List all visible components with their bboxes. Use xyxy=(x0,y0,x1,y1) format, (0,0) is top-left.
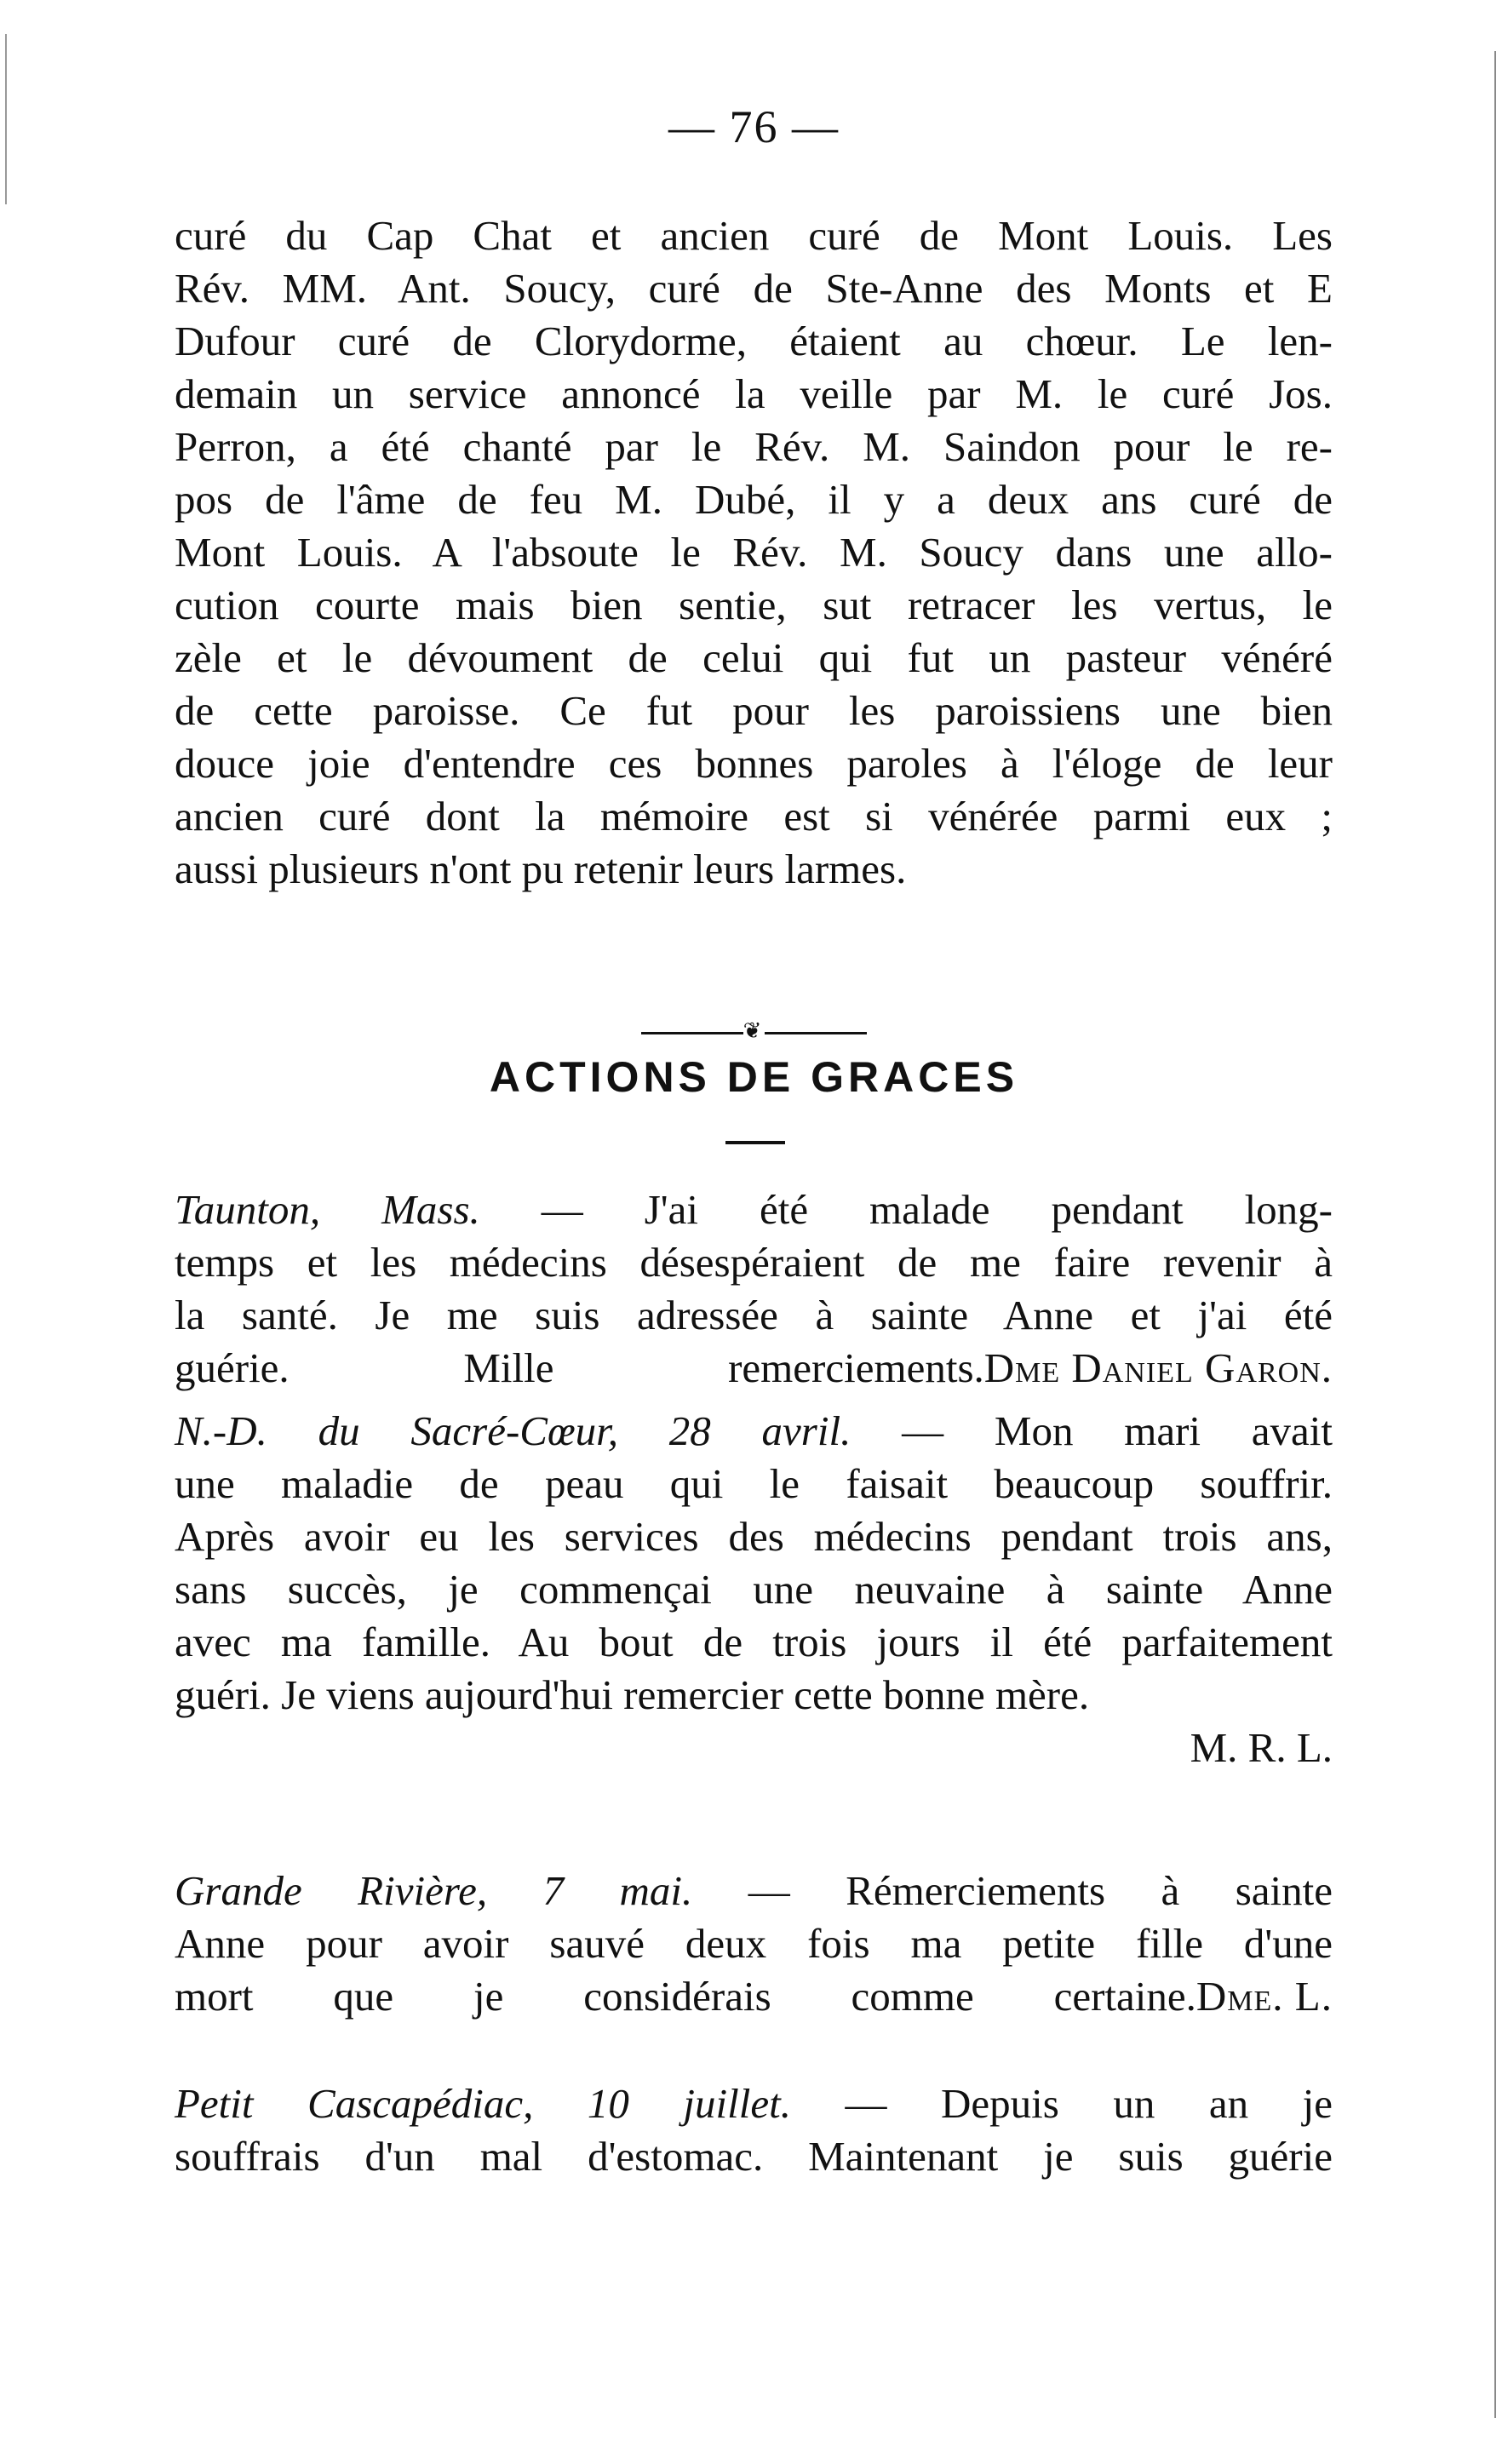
entry-last-line xyxy=(175,1342,1333,1395)
entry-last-line xyxy=(175,1970,1333,2023)
text-line: une maladie de peau qui le faisait beaucoup souffrir. xyxy=(175,1460,1333,1507)
entry-first-line xyxy=(175,1865,1333,1917)
entry-first-line xyxy=(175,2077,1333,2130)
text-line: aussi plusieurs n'ont pu retenir leurs larmes. xyxy=(175,845,907,892)
text-line: souffrais d'un mal d'estomac. Maintenant je suis guérie xyxy=(175,2133,1333,2180)
entry-place: Grande Rivière, 7 mai. xyxy=(175,1867,693,1914)
text-line: Mont Louis. A l'absoute le Rév. M. Soucy dans une allo- xyxy=(175,529,1333,576)
text-line: zèle et le dévoument de celui qui fut un pasteur vénéré xyxy=(175,634,1333,681)
text-line: la santé. Je me suis adressée à sainte Anne et j'ai été xyxy=(175,1292,1333,1338)
text-line: Après avoir eu les services des médecins pendant trois ans, xyxy=(175,1513,1333,1560)
entry-text: — J'ai été malade pendant long- xyxy=(479,1186,1333,1233)
entry-first-line xyxy=(175,1183,1333,1236)
text-line: sans succès, je commençai une neuvaine à sainte Anne xyxy=(175,1566,1333,1613)
text-line: demain un service annoncé la veille par M. le curé Jos. xyxy=(175,370,1333,417)
ornament-divider: ❦ xyxy=(0,1018,1508,1044)
thanks-entry-sacre-coeur xyxy=(175,1405,1333,1774)
text-line: douce joie d'entendre ces bonnes paroles à l'éloge de leur xyxy=(175,740,1333,787)
thanks-entry-petit-cascapediac xyxy=(175,2077,1333,2183)
entry-signature: M. R. L. xyxy=(1190,1724,1333,1771)
heading-rule xyxy=(725,1141,785,1144)
page-number: — 76 — xyxy=(668,101,840,152)
text-line: pos de l'âme de feu M. Dubé, il y a deux ans curé de xyxy=(175,476,1333,523)
scan-edge-mark xyxy=(1494,51,1496,2418)
entry-text: — Rémerciements à sainte xyxy=(692,1867,1333,1914)
text-line: avec ma famille. Au bout de trois jours il été parfaitement xyxy=(175,1619,1333,1665)
text-line: Anne pour avoir sauvé deux fois ma petite fille d'une xyxy=(175,1920,1333,1967)
entry-signature: Dme Daniel Garon. xyxy=(983,1344,1333,1391)
text-line: ancien curé dont la mémoire est si vénérée parmi eux ; xyxy=(175,793,1333,839)
text-line: cution courte mais bien sentie, sut retracer les vertus, le xyxy=(175,582,1333,628)
entry-place: Petit Cascapédiac, 10 juillet. xyxy=(175,2080,791,2127)
text-line: curé du Cap Chat et ancien curé de Mont Louis. Les xyxy=(175,212,1333,259)
entry-text: — Mon mari avait xyxy=(851,1407,1333,1454)
entry-place: Taunton, Mass. xyxy=(175,1186,480,1233)
entry-signature: Dme. L. xyxy=(1196,1973,1333,2020)
paragraph-intro xyxy=(175,209,1333,896)
entry-text: — Depuis un an je xyxy=(791,2080,1333,2127)
text-line: temps et les médecins désespéraient de me faire revenir à xyxy=(175,1239,1333,1286)
text-line: Rév. MM. Ant. Soucy, curé de Ste-Anne des Monts et E xyxy=(175,265,1333,312)
thanks-entry-grande-riviere xyxy=(175,1865,1333,2023)
text-line: Perron, a été chanté par le Rév. M. Saindon pour le re- xyxy=(175,423,1333,470)
section-heading: ACTIONS DE GRACES xyxy=(489,1053,1019,1101)
entry-first-line xyxy=(175,1405,1333,1458)
entry-text: guérie. Mille remerciements. xyxy=(175,1344,984,1391)
text-line: de cette paroisse. Ce fut pour les paroissiens une bien xyxy=(175,687,1333,734)
text-line: Dufour curé de Clorydorme, étaient au chœur. Le len- xyxy=(175,318,1333,364)
thanks-entry-taunton xyxy=(175,1183,1333,1395)
text-line: guéri. Je viens aujourd'hui remercier cette bonne mère. xyxy=(175,1671,1090,1718)
entry-place: N.-D. du Sacré-Cœur, 28 avril. xyxy=(175,1407,851,1454)
entry-text: mort que je considérais comme certaine. xyxy=(175,1973,1196,2020)
